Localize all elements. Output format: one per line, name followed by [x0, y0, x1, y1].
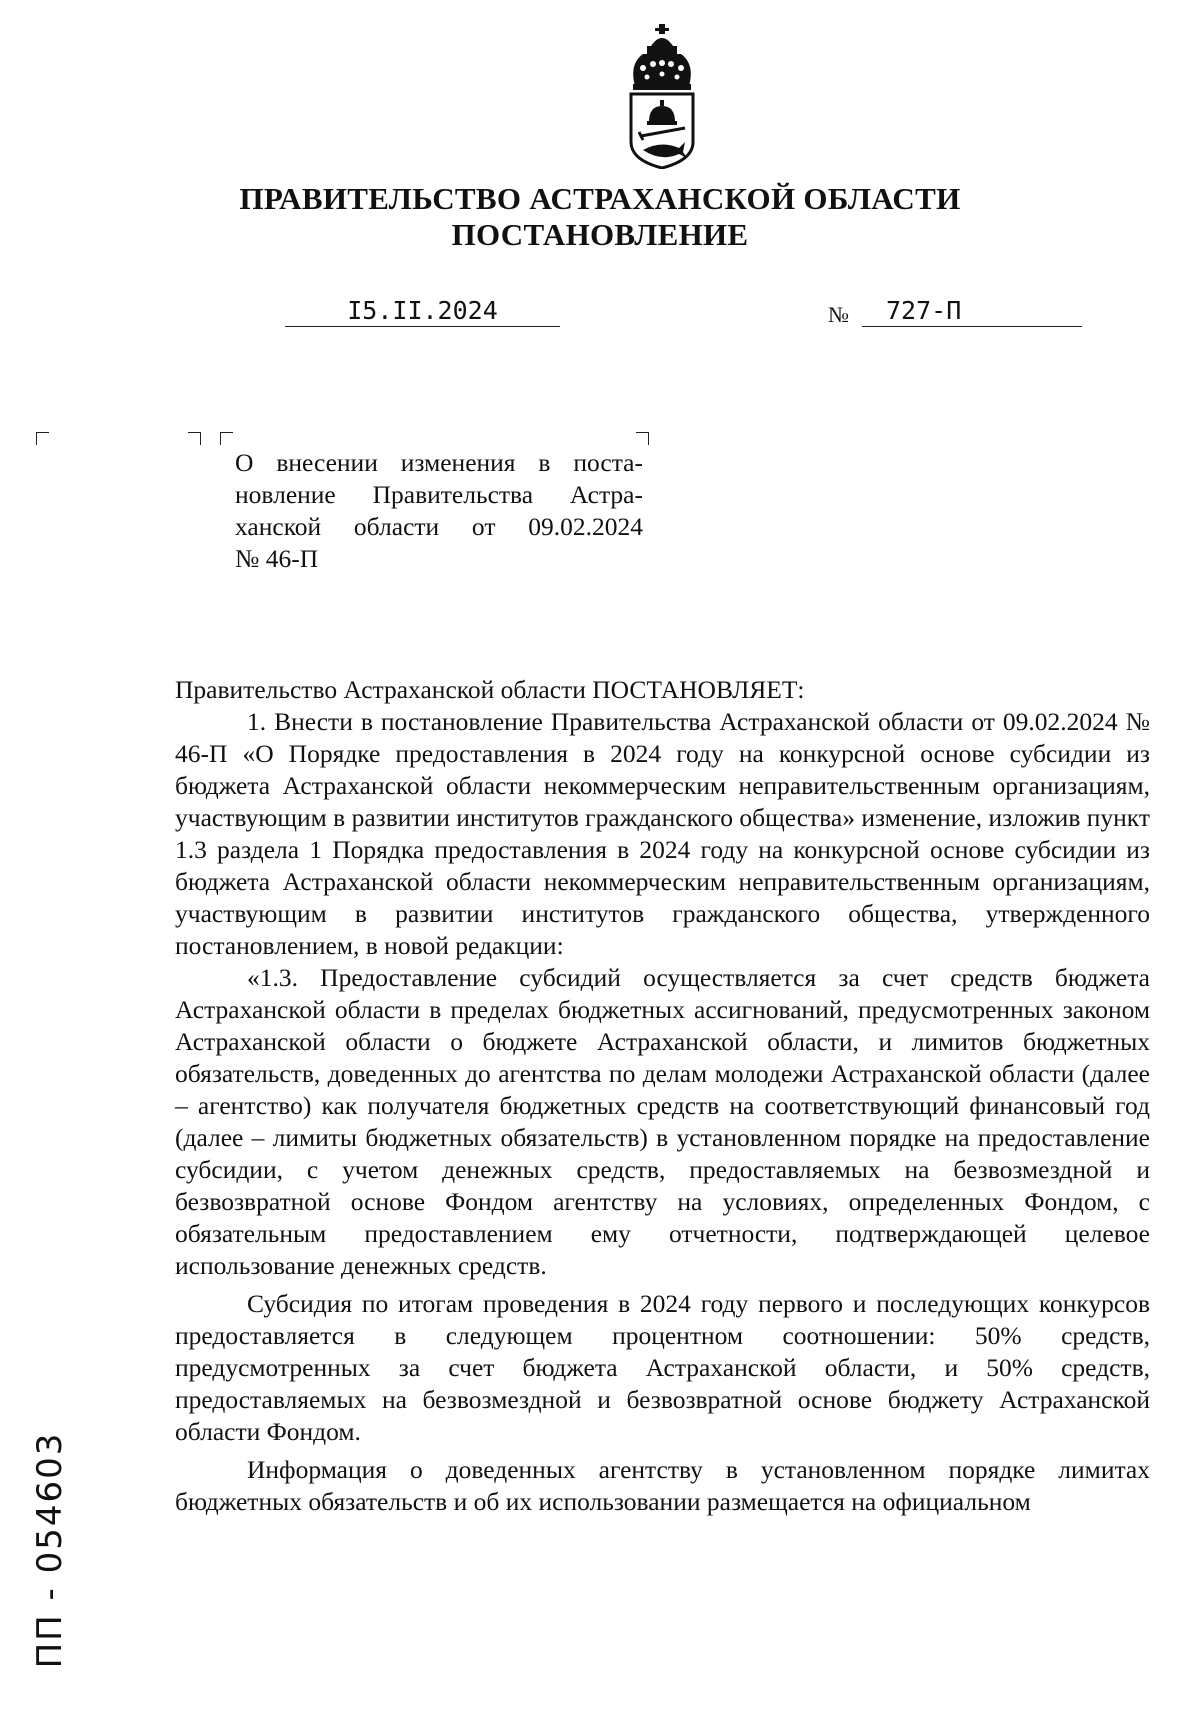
corner-mark [36, 432, 49, 445]
subject-line: О внесении изменения в поста- [235, 448, 643, 477]
corner-mark [188, 432, 201, 445]
subject-line: новление Правительства Астра- [235, 480, 643, 509]
document-number: 727-П [862, 296, 1082, 327]
document-date: I5.II.2024 [285, 296, 560, 327]
document-subject [235, 447, 643, 575]
subject-line: ханской области от 09.02.2024 [235, 512, 643, 541]
government-title: ПРАВИТЕЛЬСТВО АСТРАХАНСКОЙ ОБЛАСТИ [239, 181, 961, 216]
preamble: Правительство Астраханской области ПОСТАНОВЛЯЕТ: [175, 675, 805, 704]
document-body [175, 674, 1150, 1518]
number-sign: № [828, 302, 849, 327]
document-type-title: ПОСТАНОВЛЕНИЕ [451, 217, 749, 252]
body-paragraph: Информация о доведенных агентству в установленном порядке лимитах бюджетных обязательств и об их использовании размещается на официальном [175, 1455, 1150, 1516]
body-paragraph: «1.3. Предоставление субсидий осуществляется за счет средств бюджета Астраханской области в пределах бюджетных ассигнований, предусмотренных законом Астраханской области о бюджете Астраханской области, и лимитов бюджетных обязательств, доведенных до агентства по делам молодежи Астраханской области (далее – агентство) как получателя бюджетных средств на соответствующий финансовый год (далее – лимиты бюджетных обязательств) в установленном порядке на предоставление субсидии, с учетом денежных средств, предоставляемых на безвозмездной и безвозвратной основе Фондом агентству на условиях, определенных Фондом, с обязательным предоставлением ему отчетности, подтверждающей целевое использование денежных средств. [175, 963, 1150, 1280]
coat-of-arms-icon [621, 24, 703, 169]
margin-stamp [22, 1400, 78, 1700]
body-paragraph: Субсидия по итогам проведения в 2024 году первого и последующих конкурсов предоставляется в следующем процентном соотношении: 50% средств, предусмотренных за счет бюджета Астраханской области, и 50% средств, предоставляемых на безвозмездной и безвозвратной основе бюджету Астраханской области Фондом. [175, 1289, 1150, 1446]
corner-mark [636, 432, 649, 445]
corner-mark [220, 432, 233, 445]
body-paragraph: 1. Внести в постановление Правительства Астраханской области от 09.02.2024 № 46-П «О Порядке предоставления в 2024 году на конкурсной основе субсидии из бюджета Астраханской области некоммерческим неправительственным организациям, участвующим в развитии институтов гражданского общества» изменение, изложив пункт 1.3 раздела 1 Порядка предоставления в 2024 году на конкурсной основе субсидии из бюджета Астраханской области некоммерческим неправительственным организациям, участвующим в развитии институтов гражданского общества, утвержденного постановлением, в новой редакции: [175, 707, 1150, 960]
subject-line: № 46-П [235, 544, 319, 573]
margin-stamp-text: ПП - 054603 [30, 1431, 70, 1669]
